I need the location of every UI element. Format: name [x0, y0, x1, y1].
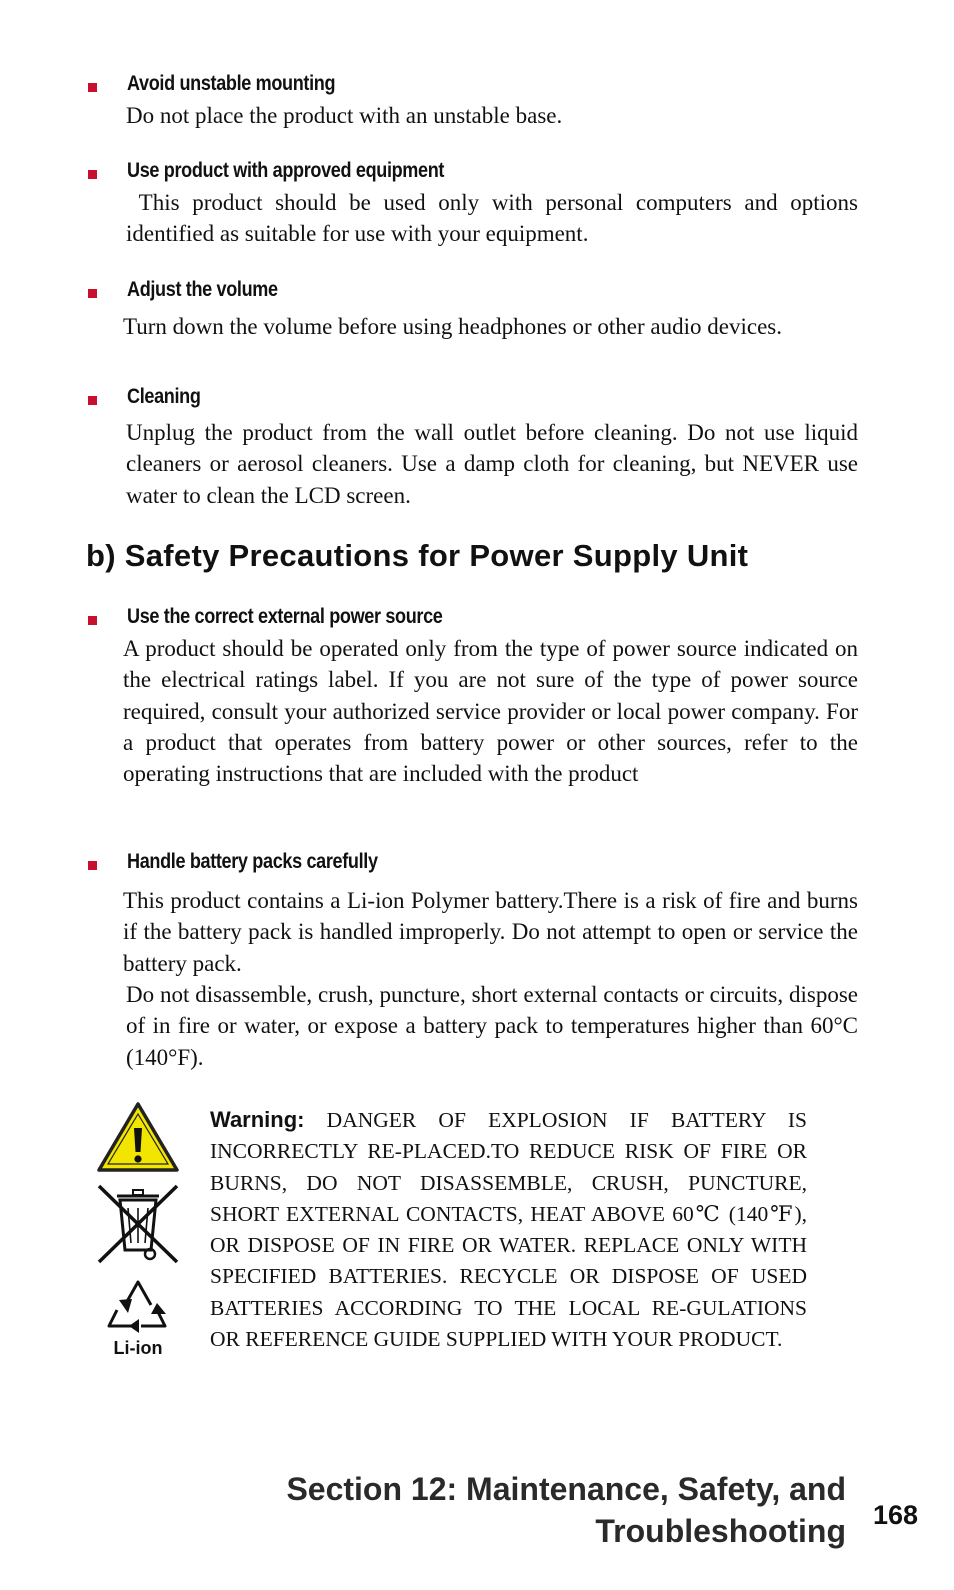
precaution-text: Turn down the volume before using headphones or other audio devices. [123, 314, 782, 339]
bullet-icon [88, 616, 97, 625]
precaution-text: A product should be operated only from the type of power source indicated on the electrical ratings label. If you are not sure of the type of power source required, consult your authorized service provider or local power company. For a product that operates from battery power or other sources, refer to the operating instructions that are included with the product [123, 636, 858, 787]
precaution-text: Do not place the product with an unstable base. [126, 103, 563, 128]
footer-section-title [286, 1468, 846, 1552]
precaution-heading: Cleaning [127, 385, 201, 408]
precaution-heading: Use the correct external power source [127, 605, 443, 628]
bullet-icon [88, 170, 97, 179]
precaution-heading: Adjust the volume [127, 278, 278, 301]
warning-icon-set [95, 1100, 181, 1360]
precaution-heading: Avoid unstable mounting [127, 72, 336, 95]
page-number: 168 [872, 1500, 918, 1530]
bullet-icon [88, 289, 97, 298]
bullet-icon [88, 861, 97, 870]
footer-title-line-1: Section 12: Maintenance, Safety, and [286, 1471, 846, 1507]
li-ion-recycle-icon [109, 1282, 166, 1333]
precaution-text: This product contains a Li-ion Polymer battery.There is a risk of fire and burns if the battery pack is handled improperly. Do not attempt to open or service the battery pack. [123, 888, 858, 976]
bullet-icon [88, 396, 97, 405]
li-ion-label: Li-ion [113, 1338, 163, 1358]
warning-paragraph [210, 1104, 807, 1355]
precaution-text: This product should be used only with personal computers and options identified as suitable for use with your equipment. [126, 190, 864, 247]
section-heading: b) Safety Precautions for Power Supply Unit [86, 538, 749, 573]
precaution-text: Do not disassemble, crush, puncture, short external contacts or circuits, dispose of in fire or water, or expose a battery pack to temperatures higher than 60°C (140°F). [126, 982, 858, 1070]
bullet-icon [88, 83, 97, 92]
footer-title-line-2: Troubleshooting [595, 1513, 846, 1549]
warning-label: Warning: [210, 1107, 305, 1132]
precaution-heading: Use product with approved equipment [127, 159, 445, 182]
precaution-text: Unplug the product from the wall outlet before cleaning. Do not use liquid cleaners or aerosol cleaners. Use a damp cloth for cleaning, but NEVER use water to clean the LCD screen. [126, 420, 858, 508]
warning-triangle-icon [99, 1104, 177, 1170]
warning-icons [95, 1100, 181, 1360]
warning-text: DANGER OF EXPLOSION IF BATTERY IS INCORRECTLY RE-PLACED.TO REDUCE RISK OF FIRE OR BURNS, DO NOT DISASSEMBLE, CRUSH, PUNCTURE, SHORT EXTERNAL CONTACTS, HEAT ABOVE 60℃ (140℉), OR DISPOSE OF IN FIRE OR WATER. REPLACE ONLY WITH SPECIFIED BATTERIES. RECYCLE OR DISPOSE OF USED BATTERIES ACCORDING TO THE LOCAL RE-GULATIONS OR REFERENCE GUIDE SUPPLIED WITH YOUR PRODUCT. [210, 1108, 808, 1352]
crossed-out-wheelie-bin-icon [99, 1186, 177, 1262]
precaution-heading: Handle battery packs carefully [127, 850, 378, 873]
